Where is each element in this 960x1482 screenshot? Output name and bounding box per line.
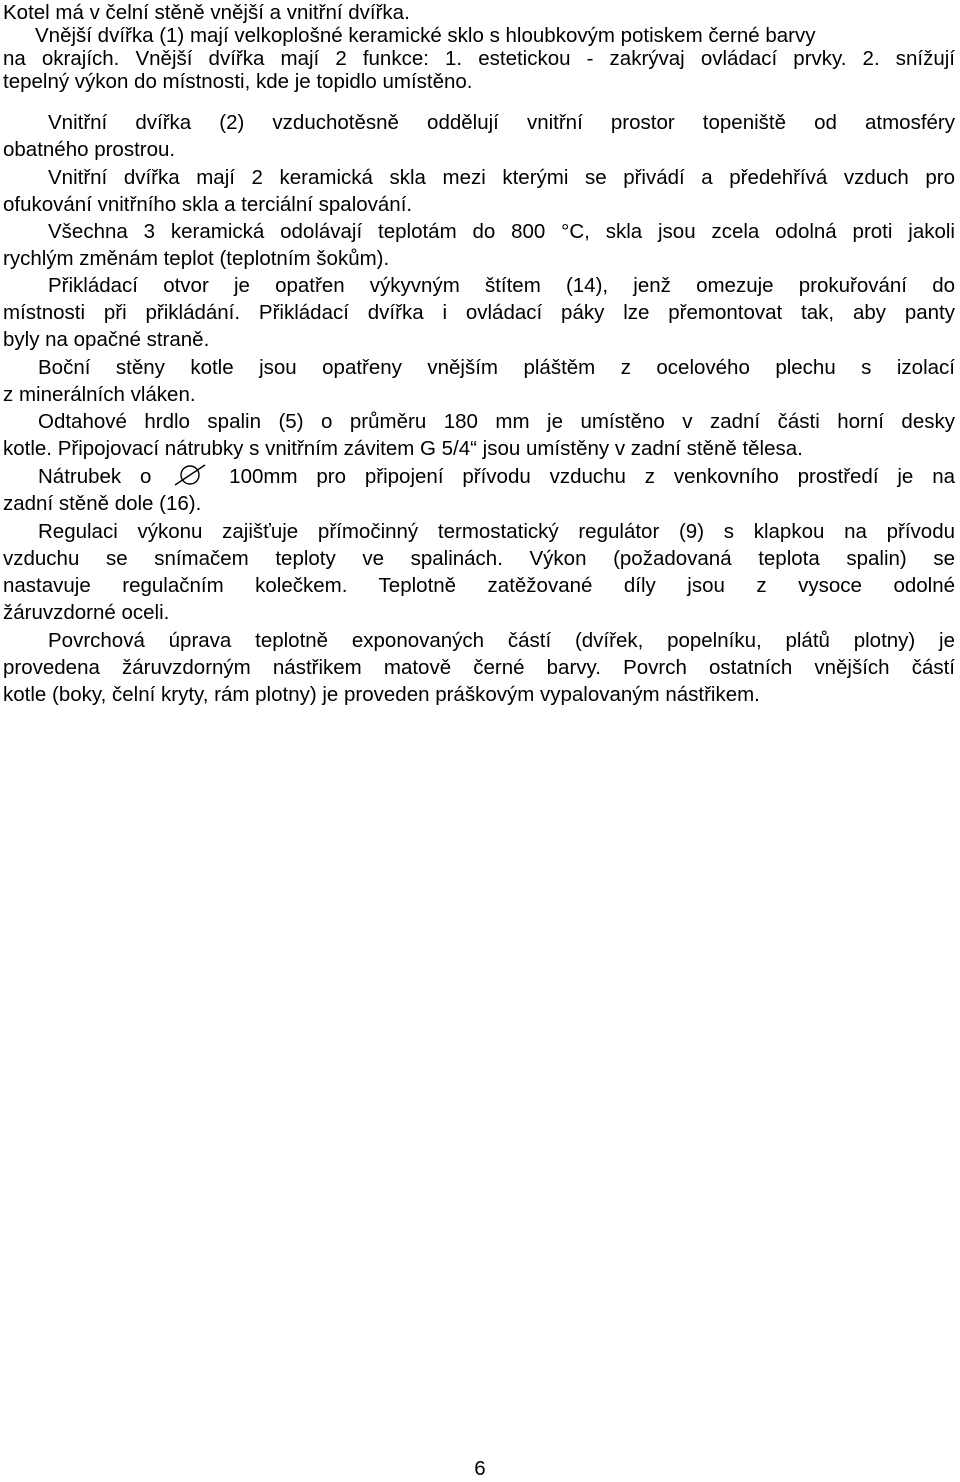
paragraph-start-line: Povrchová úprava teplotně exponovaných částí (dvířek, popelníku, plátů plotny) je	[48, 629, 955, 652]
text-line: zadní stěně dole (16).	[3, 492, 202, 515]
paragraph-start-line: Vnitřní dvířka mají 2 keramická skla mezi kterými se přivádí a předehřívá vzduch pro	[48, 166, 955, 189]
text-line: Kotel má v čelní stěně vnější a vnitřní dvířka.	[3, 1, 410, 24]
paragraph-start-line: Přikládací otvor je opatřen výkyvným štítem (14), jenž omezuje prokuřování do	[48, 274, 955, 297]
text-line: žáruvzdorné oceli.	[3, 601, 170, 624]
text-line: kotle (boky, čelní kryty, rám plotny) je proveden práškovým vypalovaným nástřikem.	[3, 683, 760, 706]
paragraph-start-line: Vnitřní dvířka (2) vzduchotěsně oddělují vnitřní prostor topeniště od atmosféry	[48, 111, 955, 134]
paragraph-start-line	[3, 463, 955, 491]
paragraph-start-line: Regulaci výkonu zajišťuje přímočinný termostatický regulátor (9) s klapkou na přívodu	[38, 520, 955, 543]
text-line: obatného prostrou.	[3, 138, 176, 161]
text-line: ofukování vnitřního skla a terciální spalování.	[3, 193, 413, 216]
page-number: 6	[474, 1457, 486, 1480]
text-line: místnosti při přikládání. Přikládací dvířka i ovládací páky lze přemontovat tak, aby panty	[3, 301, 955, 324]
text-line: na okrajích. Vnější dvířka mají 2 funkce: 1. estetickou - zakrývaj ovládací prvky. 2. snížují	[3, 47, 955, 70]
text-line: rychlým změnám teplot (teplotním šokům).	[3, 247, 390, 270]
text-line: z minerálních vláken.	[3, 383, 196, 406]
text-line: nastavuje regulačním kolečkem. Teplotně zatěžované díly jsou z vysoce odolné	[3, 574, 955, 597]
text-segment: Nátrubek o	[38, 465, 152, 488]
paragraph-start-line: Odtahové hrdlo spalin (5) o průměru 180 mm je umístěno v zadní části horní desky	[38, 410, 955, 433]
text-line: vzduchu se snímačem teploty ve spalinách. Výkon (požadovaná teplota spalin) se	[3, 547, 955, 570]
text-line: provedena žáruvzdorným nástřikem matově černé barvy. Povrch ostatních vnějších částí	[3, 656, 955, 679]
paragraph-start-line: Všechna 3 keramická odolávají teplotám do 800 °C, skla jsou zcela odolná proti jakoli	[48, 220, 955, 243]
text-segment: 100mm pro připojení přívodu vzduchu z venkovního prostředí je na	[229, 465, 955, 488]
diameter-symbol-icon	[170, 464, 210, 486]
text-line: tepelný výkon do místnosti, kde je topidlo umístěno.	[3, 70, 473, 93]
paragraph-start-line: Vnější dvířka (1) mají velkoplošné keramické sklo s hloubkovým potiskem černé barvy	[35, 24, 816, 47]
paragraph-start-line: Boční stěny kotle jsou opatřeny vnějším pláštěm z ocelového plechu s izolací	[38, 356, 955, 379]
text-line: kotle. Připojovací nátrubky s vnitřním závitem G 5/4“ jsou umístěny v zadní stěně tělesa.	[3, 437, 803, 460]
text-line: byly na opačné straně.	[3, 328, 210, 351]
